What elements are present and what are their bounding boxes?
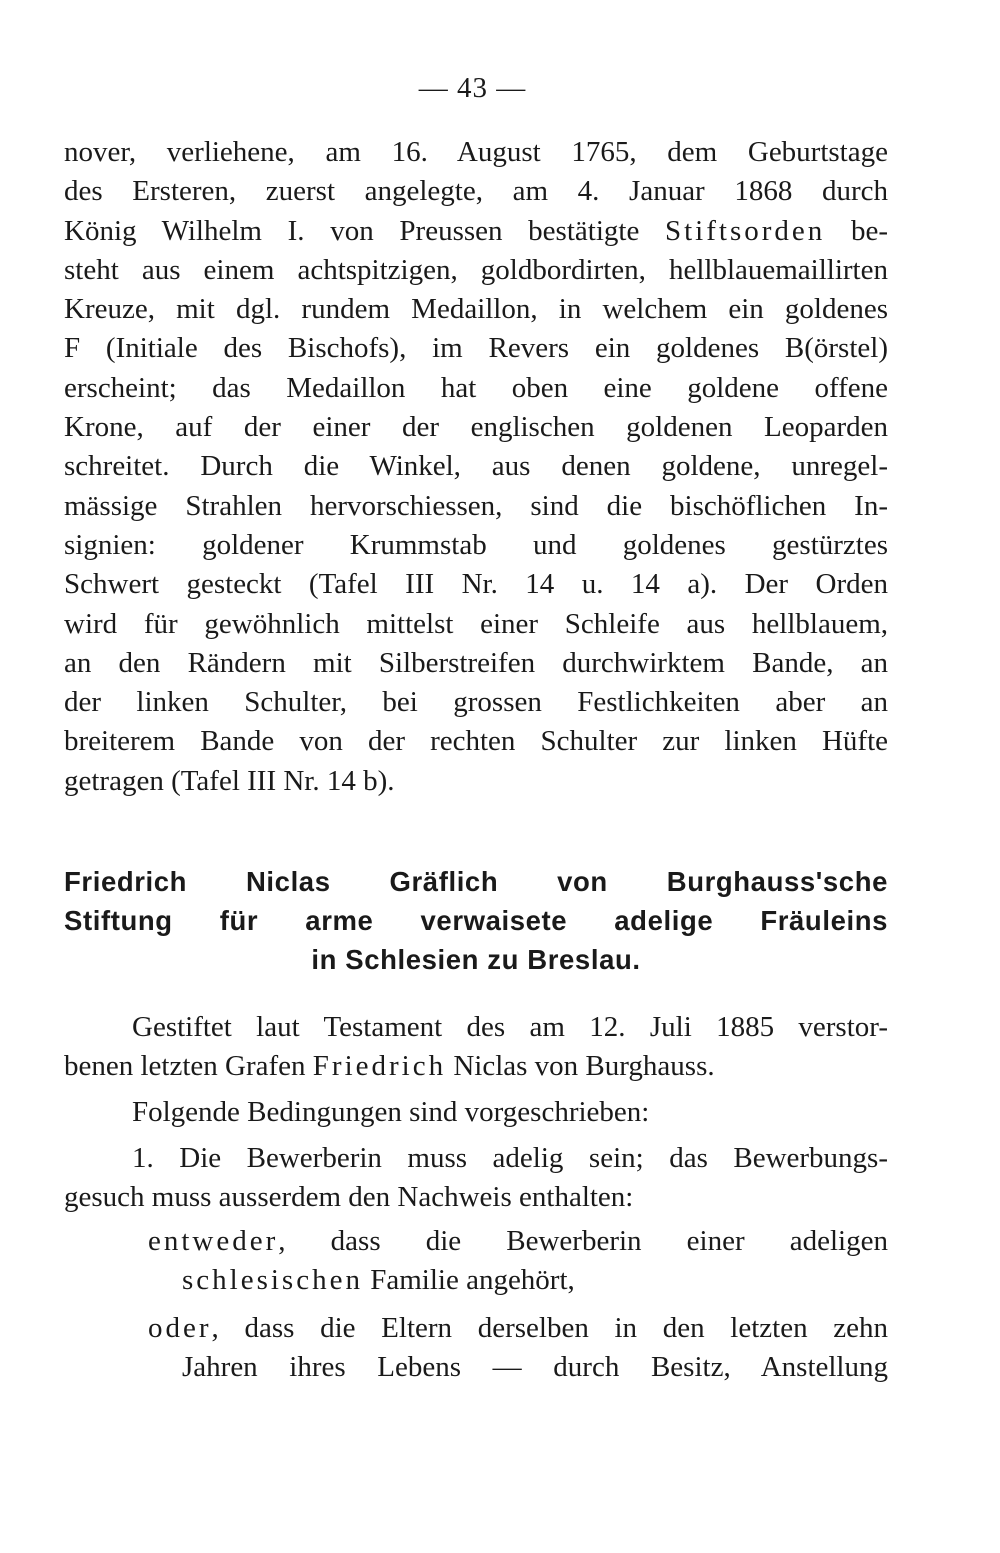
text-line: schreitet. Durch die Winkel, aus denen goldene, unregel- — [64, 450, 888, 483]
text-line — [148, 1222, 888, 1261]
page-number: — 43 — — [418, 72, 527, 104]
text-line — [64, 1047, 888, 1086]
emphasized-word: schlesischen — [182, 1264, 363, 1297]
paragraph-option-or — [148, 1309, 888, 1388]
text-fragment: König Wilhelm I. von Preussen bestätigte — [64, 214, 665, 247]
heading-line: Stiftung für arme verwaisete adelige Fräuleins — [64, 905, 888, 936]
text-line — [64, 212, 888, 251]
text-line: nover, verliehene, am 16. August 1765, dem Geburtstage — [64, 136, 888, 168]
text-line: Jahren ihres Lebens — durch Besitz, Anstellung — [182, 1351, 888, 1384]
text-line: 1. Die Bewerberin muss adelig sein; das Bewerbungs- — [132, 1142, 888, 1174]
text-line: mässige Strahlen hervorschiessen, sind die bischöflichen In- — [64, 489, 888, 522]
text-fragment: be- — [825, 214, 888, 247]
section-heading — [64, 862, 888, 979]
paragraph-option-either — [148, 1222, 888, 1301]
text-line — [148, 1261, 888, 1300]
text-line: steht aus einem achtspitzigen, goldbordirten, hellblauemaillirten — [64, 253, 888, 286]
text-fragment: benen letzten Grafen — [64, 1050, 313, 1083]
text-line: breiterem Bande von der rechten Schulter zur linken Hüfte — [64, 725, 888, 758]
text-line: Folgende Bedingungen sind vorgeschrieben: — [132, 1096, 650, 1128]
text-line: getragen (Tafel III Nr. 14 b). — [64, 764, 395, 797]
text-fragment: Niclas von Burghauss. — [446, 1050, 715, 1083]
emphasized-word: entweder — [148, 1225, 279, 1257]
text-line: des Ersteren, zuerst angelegte, am 4. Januar 1868 durch — [64, 175, 888, 208]
paragraph-order-description — [64, 133, 888, 801]
text-line: Krone, auf der einer der englischen goldenen Leoparden — [64, 411, 888, 444]
text-line — [148, 1309, 888, 1348]
text-line: erscheint; das Medaillon hat oben eine goldene offene — [64, 371, 888, 404]
text-fragment: , dass die Bewerberin einer adeligen — [278, 1225, 888, 1257]
emphasized-word: Stiftsorden — [665, 214, 826, 247]
text-line: Schwert gesteckt (Tafel III Nr. 14 u. 14 a). Der Orden — [64, 568, 888, 601]
text-line: signien: goldener Krummstab und goldenes gestürztes — [64, 528, 888, 561]
text-line: Kreuze, mit dgl. rundem Medaillon, in welchem ein goldenes — [64, 293, 888, 326]
text-line: gesuch muss ausserdem den Nachweis enthalten: — [64, 1181, 634, 1214]
paragraph-founding — [64, 1008, 888, 1087]
text-line: wird für gewöhnlich mittelst einer Schleife aus hellblauem, — [64, 607, 888, 640]
emphasized-word: oder — [148, 1312, 212, 1344]
text-fragment: , dass die Eltern derselben in den letzten zehn — [211, 1312, 888, 1344]
heading-line: in Schlesien zu Breslau. — [311, 944, 641, 975]
paragraph-conditions-intro — [64, 1093, 888, 1132]
paragraph-condition-1 — [64, 1139, 888, 1218]
heading-line: Friedrich Niclas Gräflich von Burghauss'sche — [64, 866, 888, 897]
text-line: F (Initiale des Bischofs), im Revers ein goldenes B(örstel) — [64, 332, 888, 365]
text-line: der linken Schulter, bei grossen Festlichkeiten aber an — [64, 686, 888, 719]
text-fragment: Familie angehört, — [362, 1264, 575, 1297]
emphasized-word: Friedrich — [312, 1050, 447, 1083]
text-line: Gestiftet laut Testament des am 12. Juli 1885 verstor- — [132, 1011, 888, 1043]
text-line: an den Rändern mit Silberstreifen durchwirktem Bande, an — [64, 646, 888, 679]
